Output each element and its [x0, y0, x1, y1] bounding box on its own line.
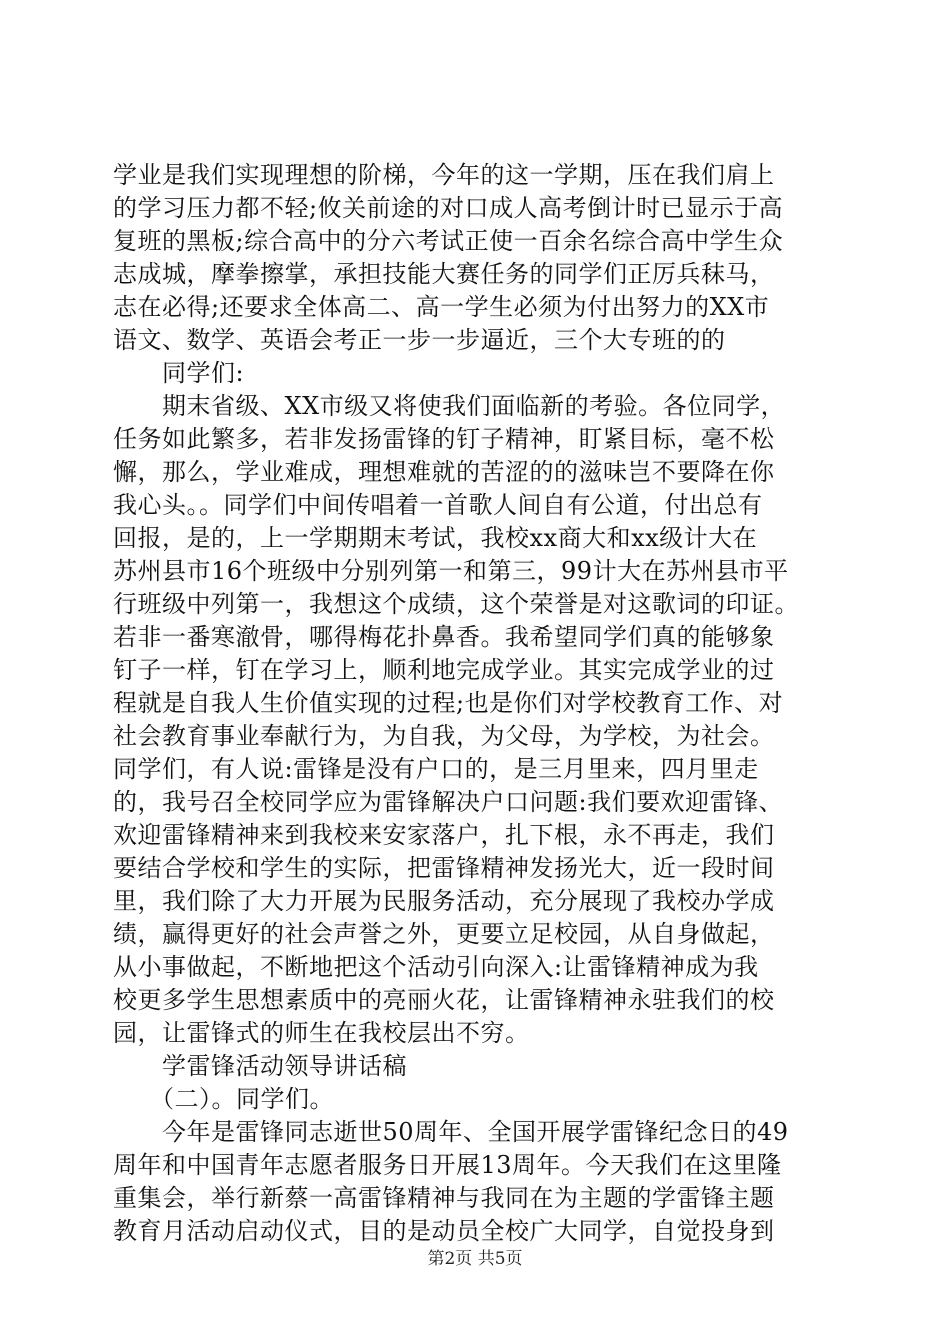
text-line: 里，我们除了大力开展为民服务活动，充分展现了我校办学成	[113, 887, 775, 915]
text-line: 苏州县市16个班级中分别列第一和第三，99计大在苏州县市平	[113, 557, 789, 585]
text-line: 从小事做起，不断地把这个活动引向深入:让雷锋精神成为我	[113, 953, 759, 981]
text-line: 的学习压力都不轻;攸关前途的对口成人高考倒计时已显示于高	[113, 194, 784, 222]
section-subtitle: （二）。同学们。	[113, 1085, 334, 1113]
text-line: 要结合学校和学生的实际，把雷锋精神发扬光大，近一段时间	[113, 854, 775, 882]
text-line: 周年和中国青年志愿者服务日开展13周年。今天我们在这里隆	[113, 1151, 782, 1179]
text-line: 行班级中列第一，我想这个成绩，这个荣誉是对这歌词的印证。	[113, 590, 799, 618]
text-line: 学业是我们实现理想的阶梯，今年的这一学期，压在我们肩上	[113, 161, 775, 189]
text-line: 志成城，摩拳擦掌，承担技能大赛任务的同学们正厉兵秣马，	[113, 260, 775, 288]
text-line: 程就是自我人生价值实现的过程;也是你们对学校教育工作、对	[113, 689, 784, 717]
text-line: 重集会，举行新蔡一高雷锋精神与我同在为主题的学雷锋主题	[113, 1184, 775, 1212]
text-line: 若非一番寒澈骨，哪得梅花扑鼻香。我希望同学们真的能够象	[113, 623, 775, 651]
text-line: 绩，赢得更好的社会声誉之外，更要立足校园，从自身做起，	[113, 920, 775, 948]
text-line: 懈，那么，学业难成，理想难就的苦涩的的滋味岂不要降在你	[113, 458, 775, 486]
page-number-footer: 第2页 共5页	[427, 1249, 523, 1269]
text-line: 志在必得;还要求全体高二、高一学生必须为付出努力的XX市	[113, 293, 770, 321]
text-line: 教育月活动启动仪式，目的是动员全校广大同学，自觉投身到	[113, 1217, 775, 1245]
text-line: 欢迎雷锋精神来到我校来安家落户，扎下根，永不再走，我们	[113, 821, 775, 849]
text-line: 回报，是的，上一学期期末考试，我校xx商大和xx级计大在	[113, 524, 758, 552]
text-line: 社会教育事业奉献行为，为自我，为父母，为学校，为社会。	[113, 722, 775, 750]
text-line: 任务如此繁多，若非发扬雷锋的钉子精神，盯紧目标，毫不松	[113, 425, 775, 453]
text-line: 期末省级、XX市级又将使我们面临新的考验。各位同学，	[113, 392, 786, 420]
text-line: 语文、数学、英语会考正一步一步逼近，三个大专班的的	[113, 326, 726, 354]
text-line: 同学们:	[113, 359, 245, 387]
section-title: 学雷锋活动领导讲话稿	[113, 1052, 407, 1080]
text-line: 今年是雷锋同志逝世50周年、全国开展学雷锋纪念日的49	[113, 1118, 789, 1146]
text-line: 钉子一样，钉在学习上，顺利地完成学业。其实完成学业的过	[113, 656, 775, 684]
text-line: 校更多学生思想素质中的亮丽火花，让雷锋精神永驻我们的校	[113, 986, 775, 1014]
text-line: 我心头。。同学们中间传唱着一首歌人间自有公道，付出总有	[113, 491, 763, 519]
text-line: 复班的黑板;综合高中的分六考试正使一百余名综合高中学生众	[113, 227, 784, 255]
text-line: 园，让雷锋式的师生在我校层出不穷。	[113, 1019, 530, 1047]
text-line: 的，我号召全校同学应为雷锋解决户口问题:我们要欢迎雷锋、	[113, 788, 784, 816]
text-line: 同学们，有人说:雷锋是没有户口的，是三月里来，四月里走	[113, 755, 759, 783]
